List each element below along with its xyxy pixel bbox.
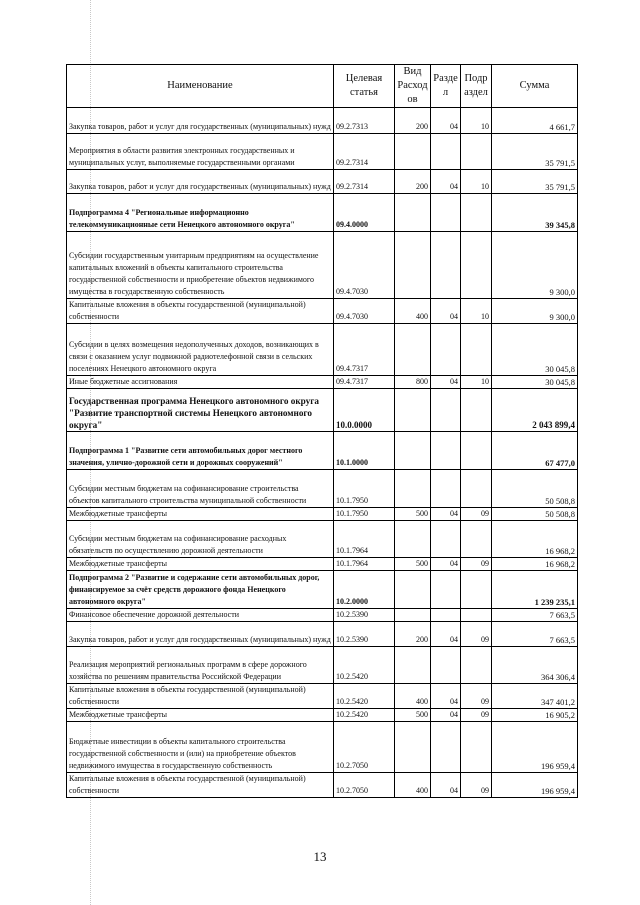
- row-code: 10.0.0000: [334, 389, 395, 432]
- row-podr: 10: [461, 376, 492, 389]
- row-code: 09.2.7313: [334, 108, 395, 134]
- row-code: 09.4.7030: [334, 232, 395, 299]
- row-vid: [395, 432, 431, 470]
- row-razd: [431, 134, 461, 170]
- row-code: 10.2.5390: [334, 609, 395, 622]
- row-name: Финансовое обеспечение дорожной деятельности: [67, 609, 334, 622]
- row-code: 10.2.5420: [334, 709, 395, 722]
- budget-table: [66, 64, 578, 798]
- row-code: 10.1.7950: [334, 470, 395, 508]
- row-sum: 2 043 899,4: [492, 389, 578, 432]
- row-name: Капитальные вложения в объекты государственной (муниципальной) собственности: [67, 773, 334, 798]
- table-row: [67, 773, 578, 798]
- row-razd: 04: [431, 773, 461, 798]
- row-podr: 09: [461, 622, 492, 647]
- row-sum: 7 663,5: [492, 609, 578, 622]
- row-code: 10.2.5420: [334, 684, 395, 709]
- row-code: 10.1.7950: [334, 508, 395, 521]
- header-code: Целевая статья: [334, 65, 395, 108]
- row-vid: [395, 571, 431, 609]
- row-name: Бюджетные инвестиции в объекты капитального строительства государственной собственности и (или) на приобретение объектов недвижимого имущества в государственную собственность: [67, 722, 334, 773]
- row-vid: [395, 521, 431, 558]
- row-vid: 500: [395, 508, 431, 521]
- row-razd: 04: [431, 299, 461, 324]
- row-razd: [431, 647, 461, 684]
- row-vid: [395, 194, 431, 232]
- row-podr: [461, 722, 492, 773]
- table-row: [67, 194, 578, 232]
- table-row: [67, 376, 578, 389]
- row-razd: [431, 194, 461, 232]
- table-row: [67, 299, 578, 324]
- row-name: Мероприятия в области развития электронных государственных и муниципальных услуг, выполняемые государственными органами: [67, 134, 334, 170]
- table-row: [67, 521, 578, 558]
- row-name: Межбюджетные трансферты: [67, 558, 334, 571]
- table-row: [67, 508, 578, 521]
- row-sum: 39 345,8: [492, 194, 578, 232]
- row-code: 10.2.7050: [334, 722, 395, 773]
- row-sum: 16 968,2: [492, 558, 578, 571]
- table-row: [67, 134, 578, 170]
- row-vid: [395, 389, 431, 432]
- row-vid: 500: [395, 558, 431, 571]
- row-name: Закупка товаров, работ и услуг для государственных (муниципальных) нужд: [67, 108, 334, 134]
- table-row: [67, 722, 578, 773]
- table-row: [67, 571, 578, 609]
- row-podr: 10: [461, 299, 492, 324]
- row-vid: 800: [395, 376, 431, 389]
- row-sum: 50 508,8: [492, 470, 578, 508]
- row-sum: 196 959,4: [492, 722, 578, 773]
- row-podr: [461, 232, 492, 299]
- row-name: Иные бюджетные ассигнования: [67, 376, 334, 389]
- row-name: Межбюджетные трансферты: [67, 709, 334, 722]
- row-podr: [461, 194, 492, 232]
- row-vid: 400: [395, 773, 431, 798]
- page-number: 13: [313, 849, 327, 864]
- row-podr: [461, 647, 492, 684]
- row-razd: [431, 432, 461, 470]
- row-name: Субсидии местным бюджетам на софинансирование строительства объектов капитального строительства муниципальной собственности: [67, 470, 334, 508]
- row-code: 09.4.7317: [334, 324, 395, 376]
- row-code: 09.4.0000: [334, 194, 395, 232]
- row-name: Межбюджетные трансферты: [67, 508, 334, 521]
- row-podr: 10: [461, 108, 492, 134]
- row-razd: 04: [431, 170, 461, 194]
- row-code: 10.1.0000: [334, 432, 395, 470]
- table-row: [67, 622, 578, 647]
- row-podr: [461, 521, 492, 558]
- row-podr: 09: [461, 773, 492, 798]
- row-razd: [431, 571, 461, 609]
- row-code: 09.4.7030: [334, 299, 395, 324]
- row-code: 10.1.7964: [334, 521, 395, 558]
- row-name: Субсидии в целях возмещения недополученных доходов, возникающих в связи с оказанием услуг подвижной радиотелефонной связи в сельских поселениях Ненецкого автономного округа: [67, 324, 334, 376]
- row-sum: 347 401,2: [492, 684, 578, 709]
- header-podr: Подр аздел: [461, 65, 492, 108]
- row-vid: [395, 647, 431, 684]
- row-podr: [461, 470, 492, 508]
- row-podr: 09: [461, 709, 492, 722]
- row-name: Реализация мероприятий региональных программ в сфере дорожного хозяйства по решениям правительства Российской Федерации: [67, 647, 334, 684]
- row-vid: 200: [395, 622, 431, 647]
- row-name: Государственная программа Ненецкого автономного округа "Развитие транспортной системы Ненецкого автономного округа": [67, 389, 334, 432]
- row-vid: 400: [395, 684, 431, 709]
- row-code: 10.1.7964: [334, 558, 395, 571]
- row-code: 10.2.0000: [334, 571, 395, 609]
- row-name: Капитальные вложения в объекты государственной (муниципальной) собственности: [67, 299, 334, 324]
- row-sum: 364 306,4: [492, 647, 578, 684]
- table-row: [67, 684, 578, 709]
- table-row: [67, 232, 578, 299]
- row-vid: [395, 609, 431, 622]
- row-razd: [431, 389, 461, 432]
- table-row: [67, 324, 578, 376]
- row-vid: 200: [395, 108, 431, 134]
- row-sum: 9 300,0: [492, 232, 578, 299]
- row-razd: 04: [431, 376, 461, 389]
- row-code: 10.2.5390: [334, 622, 395, 647]
- row-podr: [461, 324, 492, 376]
- row-name: Подпрограмма 4 "Региональные информационно телекоммуникационные сети Ненецкого автономного округа": [67, 194, 334, 232]
- row-name: Субсидии государственным унитарным предприятиям на осуществление капитальных вложений в объекты капитального строительства государственной собственности и приобретение объектов недвижимого имущества в государственную собственность: [67, 232, 334, 299]
- row-razd: 04: [431, 709, 461, 722]
- row-razd: [431, 609, 461, 622]
- row-code: 09.2.7314: [334, 170, 395, 194]
- row-sum: 7 663,5: [492, 622, 578, 647]
- row-sum: 196 959,4: [492, 773, 578, 798]
- row-vid: 500: [395, 709, 431, 722]
- table-row: [67, 170, 578, 194]
- row-sum: 16 905,2: [492, 709, 578, 722]
- row-name: Подпрограмма 2 "Развитие и содержание сети автомобильных дорог, финансируемое за счёт средств дорожного фонда Ненецкого автономного округа": [67, 571, 334, 609]
- row-sum: 50 508,8: [492, 508, 578, 521]
- row-name: Капитальные вложения в объекты государственной (муниципальной) собственности: [67, 684, 334, 709]
- row-code: 09.4.7317: [334, 376, 395, 389]
- row-code: 09.2.7314: [334, 134, 395, 170]
- row-razd: [431, 521, 461, 558]
- row-podr: [461, 432, 492, 470]
- row-vid: [395, 134, 431, 170]
- header-vid: Вид Расход ов: [395, 65, 431, 108]
- table-row: [67, 389, 578, 432]
- row-podr: [461, 389, 492, 432]
- row-razd: 04: [431, 684, 461, 709]
- row-sum: 9 300,0: [492, 299, 578, 324]
- row-razd: 04: [431, 108, 461, 134]
- row-razd: 04: [431, 622, 461, 647]
- row-podr: [461, 609, 492, 622]
- row-code: 10.2.7050: [334, 773, 395, 798]
- table-row: [67, 647, 578, 684]
- header-razd: Разде л: [431, 65, 461, 108]
- row-vid: 400: [395, 299, 431, 324]
- header-name: Наименование: [67, 65, 334, 108]
- row-razd: 04: [431, 508, 461, 521]
- row-vid: [395, 324, 431, 376]
- row-vid: 200: [395, 170, 431, 194]
- row-podr: 09: [461, 508, 492, 521]
- row-podr: [461, 571, 492, 609]
- row-sum: 30 045,8: [492, 376, 578, 389]
- table-row: [67, 108, 578, 134]
- row-razd: 04: [431, 558, 461, 571]
- table-header-row: [67, 65, 578, 108]
- row-vid: [395, 470, 431, 508]
- row-name: Закупка товаров, работ и услуг для государственных (муниципальных) нужд: [67, 622, 334, 647]
- row-podr: 09: [461, 684, 492, 709]
- row-vid: [395, 722, 431, 773]
- row-podr: 09: [461, 558, 492, 571]
- row-name: Подпрограмма 1 "Развитие сети автомобильных дорог местного значения, улично-дорожной сети и дорожных сооружений": [67, 432, 334, 470]
- row-sum: 30 045,8: [492, 324, 578, 376]
- header-sum: Сумма: [492, 65, 578, 108]
- table-row: [67, 609, 578, 622]
- row-razd: [431, 722, 461, 773]
- row-sum: 1 239 235,1: [492, 571, 578, 609]
- table-row: [67, 709, 578, 722]
- row-sum: 35 791,5: [492, 134, 578, 170]
- row-code: 10.2.5420: [334, 647, 395, 684]
- row-vid: [395, 232, 431, 299]
- row-name: Субсидии местным бюджетам на софинансирование расходных обязательств по осуществлению дорожной деятельности: [67, 521, 334, 558]
- row-sum: 4 661,7: [492, 108, 578, 134]
- row-sum: 16 968,2: [492, 521, 578, 558]
- row-razd: [431, 232, 461, 299]
- table-row: [67, 432, 578, 470]
- row-razd: [431, 470, 461, 508]
- row-podr: 10: [461, 170, 492, 194]
- table-row: [67, 558, 578, 571]
- row-sum: 35 791,5: [492, 170, 578, 194]
- row-razd: [431, 324, 461, 376]
- row-sum: 67 477,0: [492, 432, 578, 470]
- row-name: Закупка товаров, работ и услуг для государственных (муниципальных) нужд: [67, 170, 334, 194]
- row-podr: [461, 134, 492, 170]
- table-row: [67, 470, 578, 508]
